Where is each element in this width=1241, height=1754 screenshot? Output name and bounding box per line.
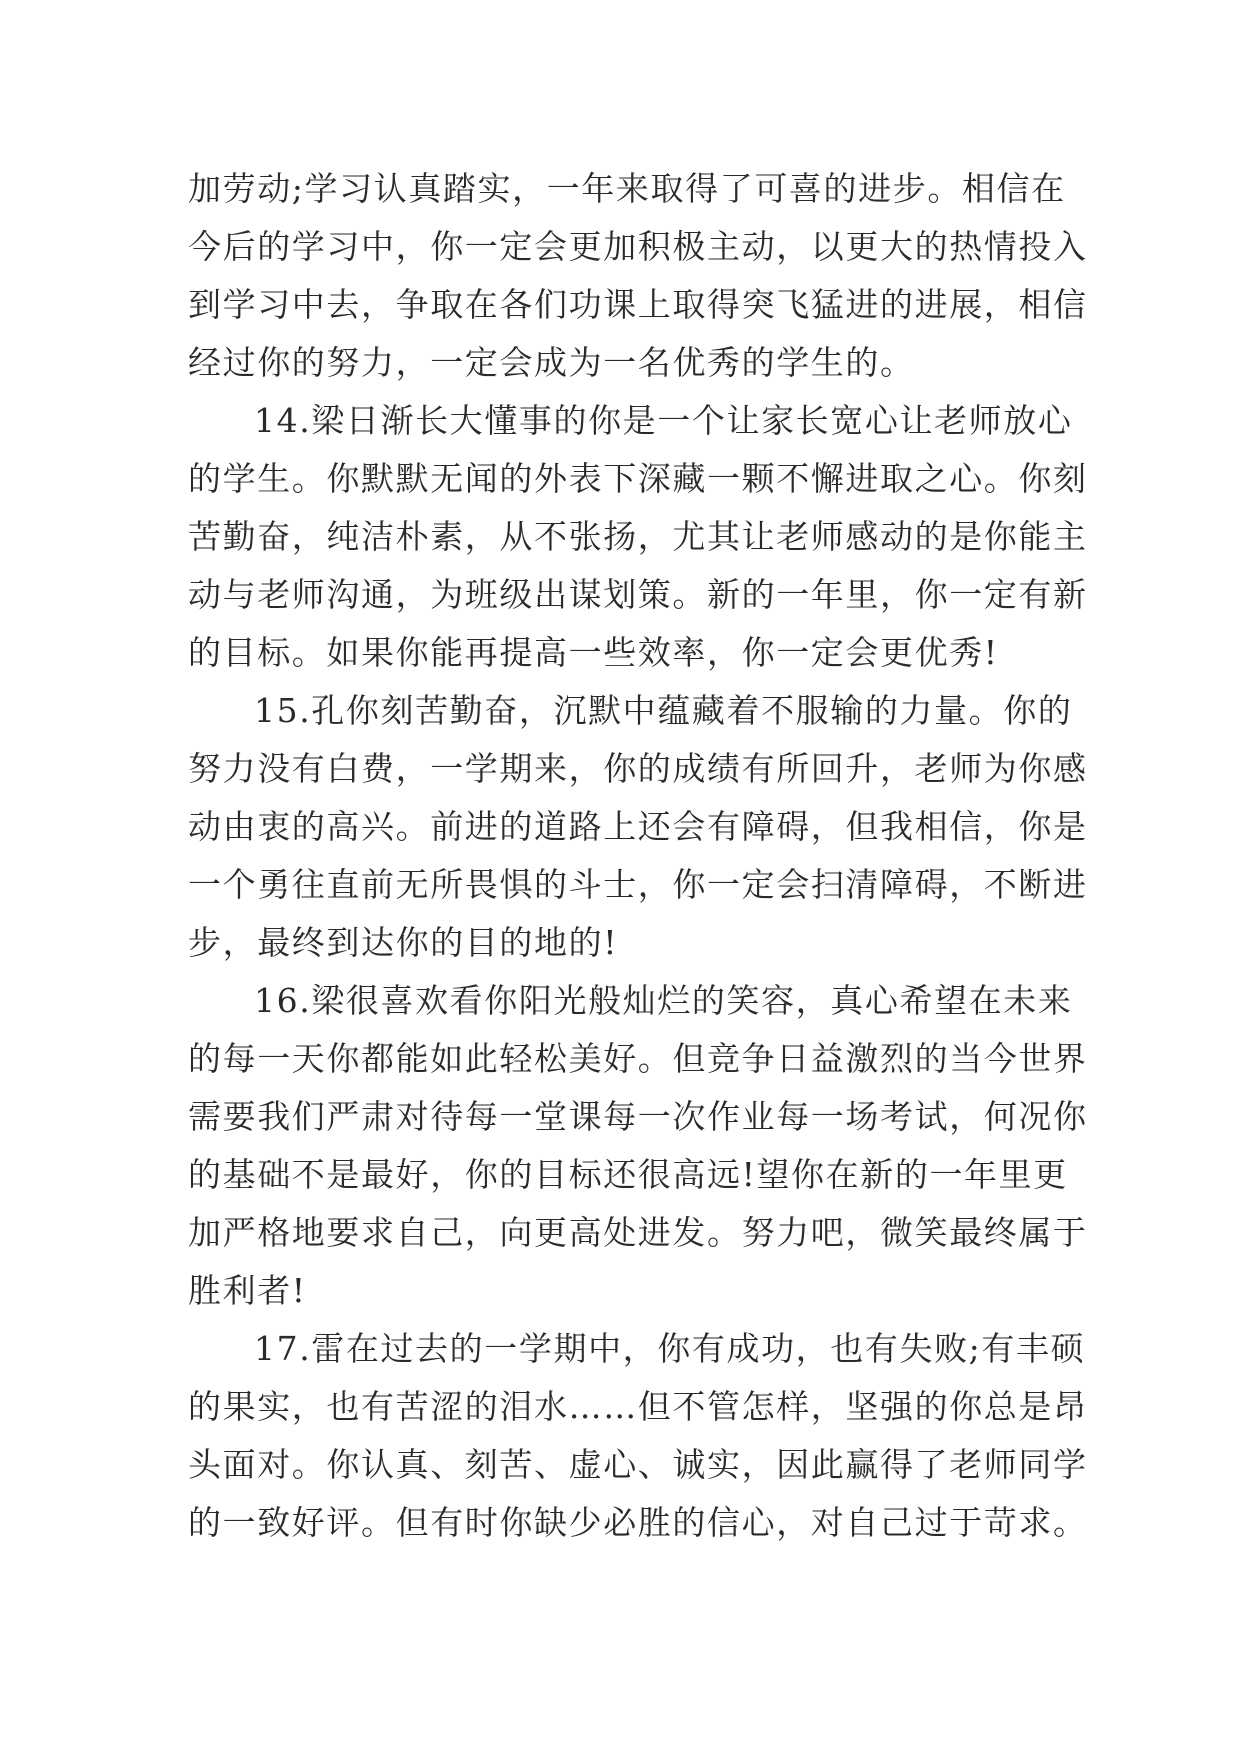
text-line: 的一致好评。但有时你缺少必胜的信心，对自己过于苛求。 [188, 1503, 1088, 1542]
text-line: 加劳动;学习认真踏实，一年来取得了可喜的进步。相信在 [188, 169, 1066, 208]
paragraph-first-line: 17.雷在过去的一学期中，你有成功，也有失败;有丰硕 [254, 1329, 1086, 1368]
text-line: 努力没有白费，一学期来，你的成绩有所回升，老师为你感 [188, 749, 1088, 788]
paragraph-first-line: 15.孔你刻苦勤奋，沉默中蕴藏着不服输的力量。你的 [254, 691, 1073, 730]
text-line: 需要我们严肃对待每一堂课每一次作业每一场考试，何况你 [188, 1097, 1088, 1136]
text-line: 动与老师沟通，为班级出谋划策。新的一年里，你一定有新 [188, 575, 1088, 614]
text-line: 苦勤奋，纯洁朴素，从不张扬，尤其让老师感动的是你能主 [188, 517, 1088, 556]
text-line: 头面对。你认真、刻苦、虚心、诚实，因此赢得了老师同学 [188, 1445, 1088, 1484]
text-line: 经过你的努力，一定会成为一名优秀的学生的。 [188, 343, 915, 382]
text-line: 的目标。如果你能再提高一些效率，你一定会更优秀! [188, 633, 999, 672]
text-line: 胜利者! [188, 1271, 307, 1310]
text-line: 加严格地要求自己，向更高处进发。努力吧，微笑最终属于 [188, 1213, 1088, 1252]
paragraph-first-line: 14.梁日渐长大懂事的你是一个让家长宽心让老师放心 [254, 401, 1073, 440]
text-line: 到学习中去，争取在各们功课上取得突飞猛进的进展，相信 [188, 285, 1088, 324]
paragraph-first-line: 16.梁很喜欢看你阳光般灿烂的笑容，真心希望在未来 [254, 981, 1073, 1020]
text-line: 的果实，也有苦涩的泪水……但不管怎样，坚强的你总是昂 [188, 1387, 1088, 1426]
text-line: 的每一天你都能如此轻松美好。但竞争日益激烈的当今世界 [188, 1039, 1088, 1078]
text-line: 步，最终到达你的目的地的! [188, 923, 619, 962]
text-line: 动由衷的高兴。前进的道路上还会有障碍，但我相信，你是 [188, 807, 1088, 846]
text-line: 的基础不是最好，你的目标还很高远!望你在新的一年里更 [188, 1155, 1068, 1194]
text-line: 一个勇往直前无所畏惧的斗士，你一定会扫清障碍，不断进 [188, 865, 1088, 904]
text-line: 的学生。你默默无闻的外表下深藏一颗不懈进取之心。你刻 [188, 459, 1088, 498]
text-line: 今后的学习中，你一定会更加积极主动，以更大的热情投入 [188, 227, 1088, 266]
document-body [188, 160, 1088, 1552]
